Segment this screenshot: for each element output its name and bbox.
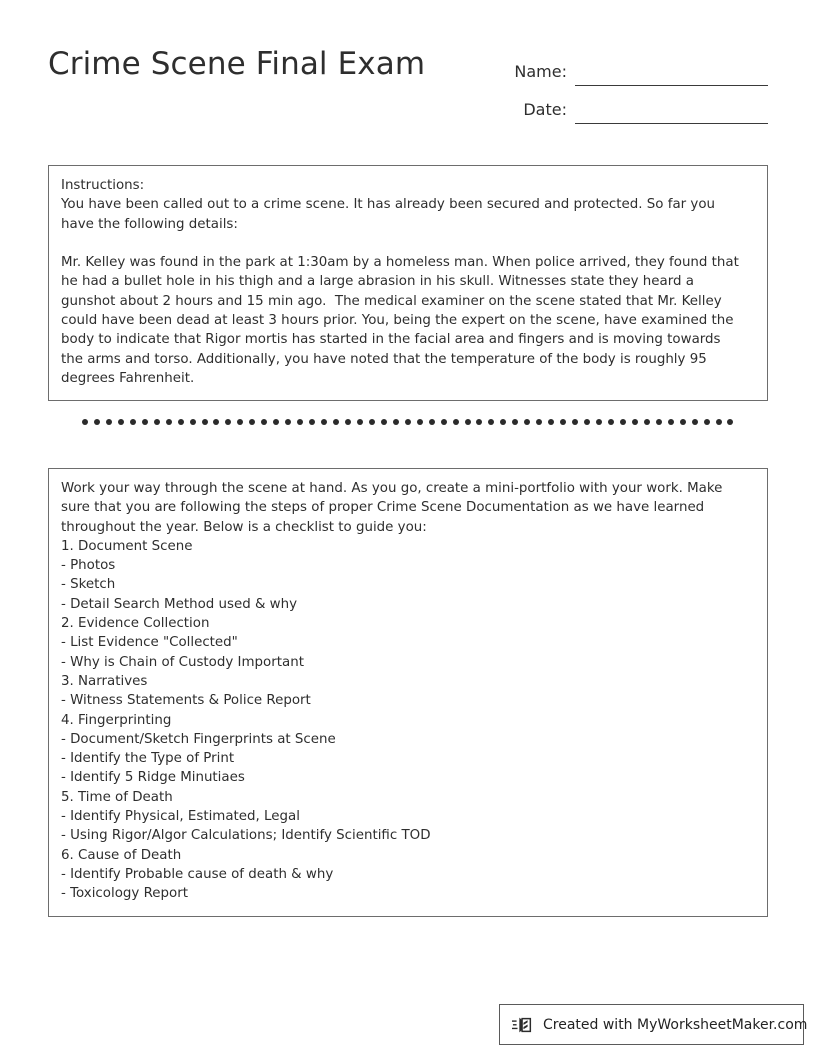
- page-header: [48, 44, 768, 124]
- checklist-line: - Detail Search Method used & why: [61, 596, 298, 612]
- cut-line-dot: [178, 419, 184, 425]
- cut-line-dot: [524, 419, 530, 425]
- cut-line-dot: [453, 419, 459, 425]
- cut-line-dot: [572, 419, 578, 425]
- date-field-input[interactable]: [575, 101, 768, 124]
- instructions-line: the arms and torso. Additionally, you have noted that the temperature of the body is roughly 95: [61, 351, 707, 367]
- worksheet-maker-credit[interactable]: [499, 1004, 808, 1045]
- cut-line-dot: [644, 419, 650, 425]
- checklist-line: 6. Cause of Death: [61, 847, 182, 863]
- cut-line-dot: [668, 419, 674, 425]
- cut-line-dot: [716, 419, 722, 425]
- checklist-line: Work your way through the scene at hand. As you go, create a mini-portfolio with your work. Make: [61, 481, 723, 496]
- checklist-line: - Toxicology Report: [61, 886, 188, 902]
- cut-line-dot: [727, 419, 733, 425]
- instructions-text: [49, 166, 767, 400]
- cut-line-dot: [297, 419, 303, 425]
- cut-line-dot: [381, 419, 387, 425]
- checklist-line: 5. Time of Death: [61, 789, 173, 805]
- checklist-line: 3. Narratives: [61, 673, 148, 689]
- checklist-line: 2. Evidence Collection: [61, 616, 210, 632]
- checklist-line: - Why is Chain of Custody Important: [61, 654, 304, 670]
- cut-line-dot: [632, 419, 638, 425]
- date-field-label: Date:: [523, 100, 567, 119]
- cut-line-dot: [369, 419, 375, 425]
- checklist-line: - Identify 5 Ridge Minutiaes: [61, 770, 245, 786]
- name-field-label: Name:: [514, 62, 567, 81]
- cut-line-dot: [94, 419, 100, 425]
- name-field-input[interactable]: [575, 63, 768, 86]
- cut-line-dot: [130, 419, 136, 425]
- cut-line-dot: [500, 419, 506, 425]
- cut-line-dot: [608, 419, 614, 425]
- cut-line-dot: [237, 419, 243, 425]
- instructions-line: could have been dead at least 3 hours prior. You, being the expert on the scene, have examined the: [61, 313, 734, 329]
- cut-line-dot: [261, 419, 267, 425]
- checklist-line: - Document/Sketch Fingerprints at Scene: [61, 731, 336, 747]
- checklist-line: - Witness Statements & Police Report: [61, 693, 311, 709]
- instructions-line: [61, 234, 755, 253]
- checklist-line: - Identify the Type of Print: [61, 751, 235, 767]
- cut-line-dot: [476, 419, 482, 425]
- dotted-cut-line: [82, 417, 734, 427]
- cut-line-dot: [357, 419, 363, 425]
- page-title: Crime Scene Final Exam: [48, 46, 426, 82]
- instructions-line: Mr. Kelley was found in the park at 1:30am by a homeless man. When police arrived, they found that: [61, 255, 739, 271]
- instructions-line: he had a bullet hole in his thigh and a large abrasion in his skull. Witnesses state they heard a: [61, 274, 694, 290]
- cut-line-dot: [118, 419, 124, 425]
- instructions-box: [48, 165, 768, 401]
- instructions-line: gunshot about 2 hours and 15 min ago. The medical examiner on the scene stated that Mr. Kelley: [61, 293, 722, 309]
- cut-line-dot: [536, 419, 542, 425]
- checklist-line: 1. Document Scene: [61, 538, 193, 554]
- cut-line-dot: [321, 419, 327, 425]
- checklist-line: - Sketch: [61, 577, 116, 593]
- instructions-line: have the following details:: [61, 216, 238, 232]
- worksheet-maker-logo-icon: [512, 1014, 534, 1036]
- cut-line-dot: [273, 419, 279, 425]
- checklist-line: throughout the year. Below is a checklist to guide you:: [61, 519, 427, 535]
- cut-line-dot: [488, 419, 494, 425]
- cut-line-dot: [154, 419, 160, 425]
- cut-line-dot: [548, 419, 554, 425]
- cut-line-dot: [393, 419, 399, 425]
- cut-line-dot: [285, 419, 291, 425]
- cut-line-dot: [441, 419, 447, 425]
- cut-line-dot: [692, 419, 698, 425]
- checklist-line: - Photos: [61, 558, 116, 574]
- instructions-line: degrees Fahrenheit.: [61, 370, 195, 386]
- cut-line-dot: [560, 419, 566, 425]
- cut-line-dot: [405, 419, 411, 425]
- cut-line-dot: [429, 419, 435, 425]
- cut-line-dot: [596, 419, 602, 425]
- cut-line-dot: [680, 419, 686, 425]
- cut-line-dot: [142, 419, 148, 425]
- student-info-fields: [478, 48, 768, 124]
- checklist-line: sure that you are following the steps of proper Crime Scene Documentation as we have learned: [61, 500, 705, 516]
- checklist-line: - Identify Physical, Estimated, Legal: [61, 809, 300, 825]
- name-field-row: [478, 48, 768, 86]
- cut-line-dot: [213, 419, 219, 425]
- cut-line-dot: [106, 419, 112, 425]
- cut-line-dot: [656, 419, 662, 425]
- cut-line-dot: [620, 419, 626, 425]
- cut-line-dot: [584, 419, 590, 425]
- checklist-line: - Using Rigor/Algor Calculations; Identify Scientific TOD: [61, 828, 431, 844]
- cut-line-dot: [166, 419, 172, 425]
- cut-line-dot: [202, 419, 208, 425]
- cut-line-dot: [190, 419, 196, 425]
- cut-line-dot: [465, 419, 471, 425]
- date-field-row: [478, 86, 768, 124]
- cut-line-dot: [249, 419, 255, 425]
- cut-line-dot: [82, 419, 88, 425]
- checklist-text: [49, 469, 767, 916]
- cut-line-dot: [512, 419, 518, 425]
- cut-line-dot: [417, 419, 423, 425]
- instructions-line: body to indicate that Rigor mortis has started in the facial area and fingers and is moving towards: [61, 332, 721, 348]
- cut-line-dot: [333, 419, 339, 425]
- checklist-box: [48, 468, 768, 917]
- checklist-line: - List Evidence "Collected": [61, 635, 238, 651]
- cut-line-dot: [704, 419, 710, 425]
- checklist-line: - Identify Probable cause of death & why: [61, 866, 334, 882]
- cut-line-dot: [225, 419, 231, 425]
- cut-line-dot: [345, 419, 351, 425]
- instructions-line: You have been called out to a crime scene. It has already been secured and protected. So far you: [61, 197, 716, 213]
- instructions-line: Instructions:: [61, 178, 145, 193]
- checklist-line: 4. Fingerprinting: [61, 712, 172, 728]
- cut-line-dot: [309, 419, 315, 425]
- credit-label: Created with MyWorksheetMaker.com: [543, 1016, 808, 1033]
